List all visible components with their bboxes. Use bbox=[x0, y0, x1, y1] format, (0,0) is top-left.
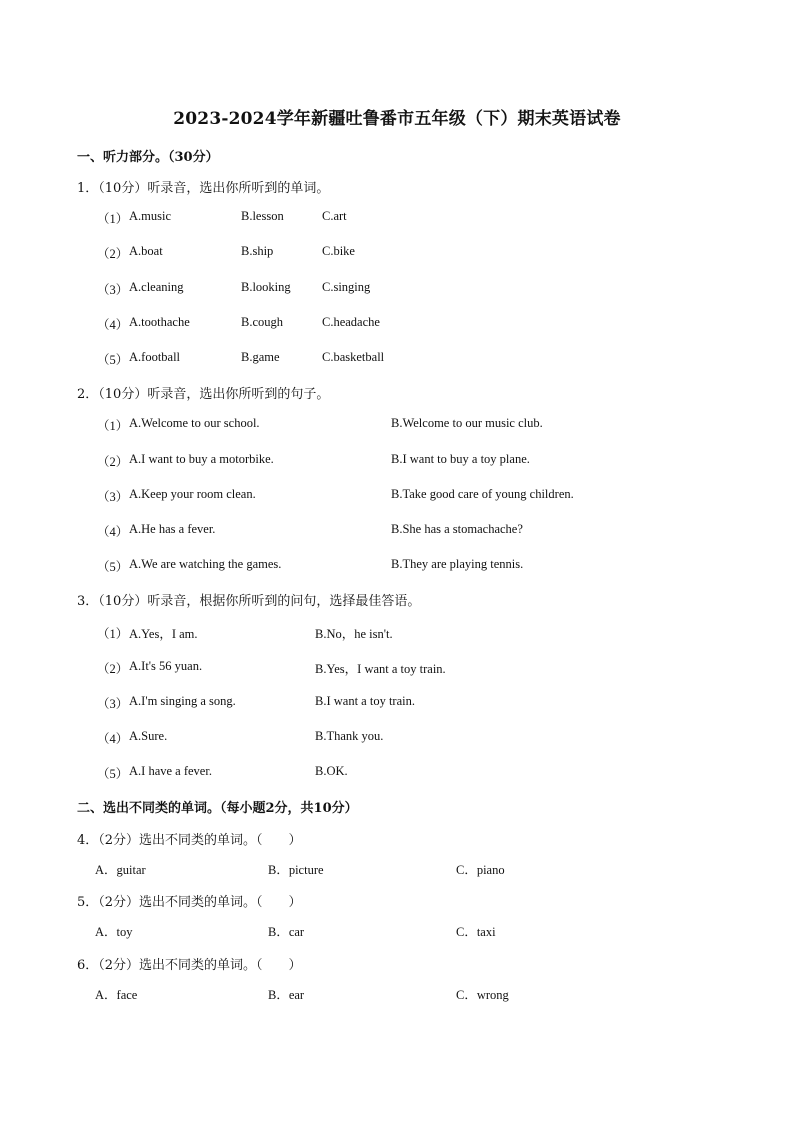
option-number: （3） bbox=[97, 283, 129, 297]
option-c: C．taxi bbox=[456, 925, 496, 939]
option-b: B.game bbox=[241, 350, 280, 364]
option-number: （5） bbox=[97, 353, 129, 367]
option-a: A.I want to buy a motorbike. bbox=[129, 452, 274, 466]
option-a: A.boat bbox=[129, 244, 163, 258]
section-odd-one-out-heading: 二、选出不同类的单词。（每小题2分，共10分） bbox=[77, 801, 358, 816]
section-listening-heading: 一、听力部分。（30分） bbox=[77, 150, 219, 165]
option-c: C．wrong bbox=[456, 988, 509, 1002]
option-c: C．piano bbox=[456, 863, 505, 877]
option-a: A.toothache bbox=[129, 315, 190, 329]
option-b: B.I want to buy a toy plane. bbox=[391, 452, 530, 466]
option-a: A．guitar bbox=[95, 863, 146, 877]
option-number: （1） bbox=[97, 212, 129, 226]
option-number: （2） bbox=[97, 662, 129, 676]
option-a: A.We are watching the games. bbox=[129, 557, 282, 571]
option-b: B.Welcome to our music club. bbox=[391, 416, 543, 430]
option-b: B.cough bbox=[241, 315, 284, 329]
question-6-stem: 6．（2分）选出不同类的单词。（ ） bbox=[77, 958, 302, 973]
option-c: C.singing bbox=[322, 280, 371, 294]
question-5-stem: 5．（2分）选出不同类的单词。（ ） bbox=[77, 895, 302, 910]
option-a: A．toy bbox=[95, 925, 133, 939]
option-number: （1） bbox=[97, 627, 129, 641]
question-1-stem: 1．（10分）听录音，选出你所听到的单词。 bbox=[77, 181, 330, 196]
option-a: A.Sure. bbox=[129, 729, 168, 743]
option-c: C.bike bbox=[322, 244, 355, 258]
option-a: A.It's 56 yuan. bbox=[129, 659, 203, 673]
page-title: 2023-2024学年新疆吐鲁番市五年级（下）期末英语试卷 bbox=[173, 109, 621, 129]
option-a: A.Keep your room clean. bbox=[129, 487, 256, 501]
option-number: （5） bbox=[97, 560, 129, 574]
option-c: C.basketball bbox=[322, 350, 385, 364]
option-b: B.She has a stomachache? bbox=[391, 522, 523, 536]
option-a: A.football bbox=[129, 350, 181, 364]
option-a: A.Yes，I am. bbox=[129, 627, 198, 641]
option-c: C.art bbox=[322, 209, 347, 223]
option-number: （4） bbox=[97, 732, 129, 746]
option-b: B.ship bbox=[241, 244, 274, 258]
option-number: （1） bbox=[97, 419, 129, 433]
option-b: B.Thank you. bbox=[315, 729, 384, 743]
option-b: B．car bbox=[268, 925, 305, 939]
option-number: （2） bbox=[97, 455, 129, 469]
option-b: B.looking bbox=[241, 280, 291, 294]
option-a: A.He has a fever. bbox=[129, 522, 216, 536]
option-b: B．picture bbox=[268, 863, 324, 877]
option-a: A.cleaning bbox=[129, 280, 184, 294]
question-4-stem: 4．（2分）选出不同类的单词。（ ） bbox=[77, 833, 302, 848]
option-a: A.Welcome to our school. bbox=[129, 416, 260, 430]
question-3-stem: 3．（10分）听录音，根据你所听到的问句，选择最佳答语。 bbox=[77, 594, 421, 609]
option-number: （4） bbox=[97, 318, 129, 332]
option-b: B.OK. bbox=[315, 764, 348, 778]
option-b: B.I want a toy train. bbox=[315, 694, 415, 708]
option-a: A．face bbox=[95, 988, 138, 1002]
option-b: B.lesson bbox=[241, 209, 284, 223]
option-b: B.Yes，I want a toy train. bbox=[315, 662, 446, 676]
option-b: B.No，he isn't. bbox=[315, 627, 393, 641]
option-a: A.I'm singing a song. bbox=[129, 694, 236, 708]
question-2-stem: 2．（10分）听录音，选出你所听到的句子。 bbox=[77, 387, 330, 402]
option-a: A.I have a fever. bbox=[129, 764, 212, 778]
option-number: （3） bbox=[97, 697, 129, 711]
option-c: C.headache bbox=[322, 315, 380, 329]
option-number: （3） bbox=[97, 490, 129, 504]
option-number: （4） bbox=[97, 525, 129, 539]
option-number: （5） bbox=[97, 767, 129, 781]
option-b: B.They are playing tennis. bbox=[391, 557, 524, 571]
option-number: （2） bbox=[97, 247, 129, 261]
option-a: A.music bbox=[129, 209, 172, 223]
option-b: B.Take good care of young children. bbox=[391, 487, 574, 501]
option-b: B．ear bbox=[268, 988, 305, 1002]
